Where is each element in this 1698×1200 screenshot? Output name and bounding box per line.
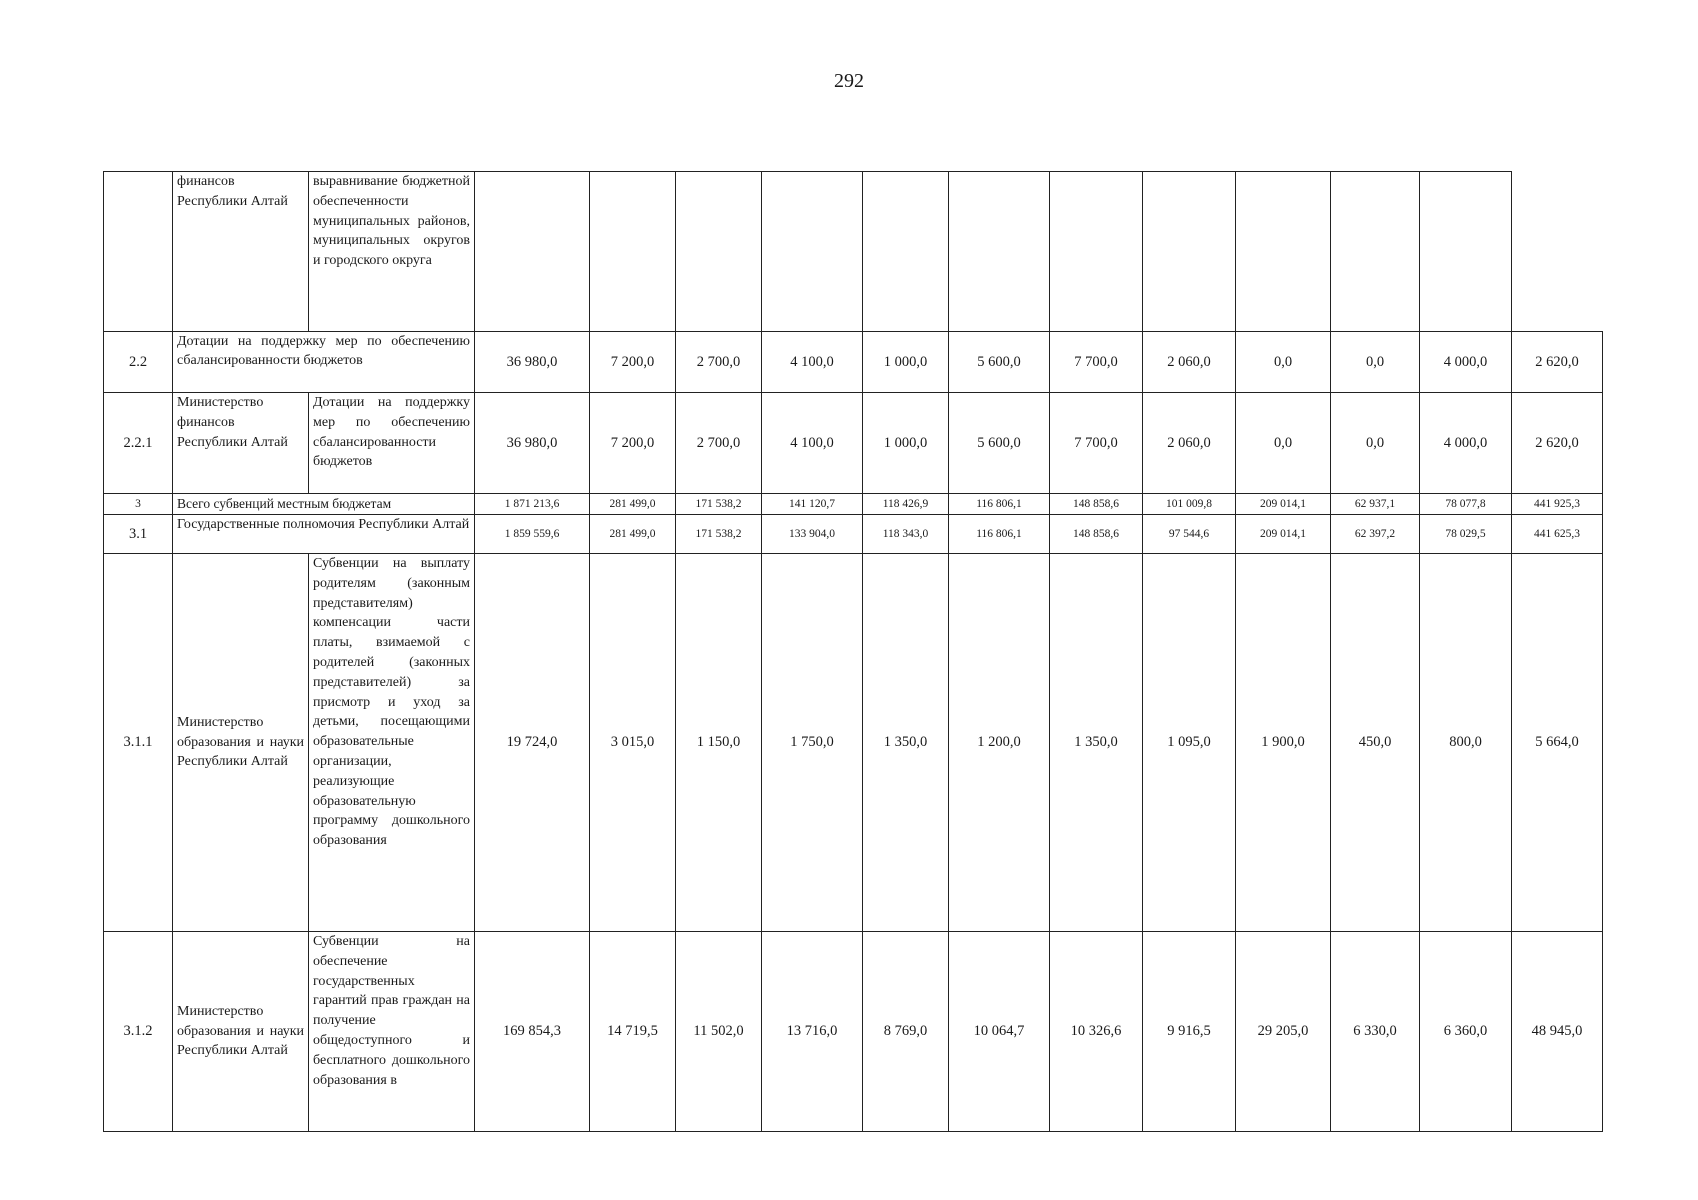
value-cell xyxy=(762,172,863,332)
value-cell: 36 980,0 xyxy=(475,393,590,494)
value-cell: 7 700,0 xyxy=(1050,332,1143,393)
organization-cell: Министерство образования и науки Республики Алтай xyxy=(173,554,309,932)
value-cell: 441 625,3 xyxy=(1512,515,1603,554)
value-cell: 171 538,2 xyxy=(676,494,762,515)
table-body xyxy=(104,172,1603,1132)
value-cell: 4 000,0 xyxy=(1420,332,1512,393)
value-cell: 1 000,0 xyxy=(863,393,949,494)
value-cell xyxy=(863,172,949,332)
span-text-cell: Государственные полномочия Республики Алтай xyxy=(173,515,475,554)
row-number: 3.1.1 xyxy=(104,554,173,932)
value-cell: 169 854,3 xyxy=(475,932,590,1132)
value-cell: 4 100,0 xyxy=(762,332,863,393)
budget-table xyxy=(103,171,1603,1132)
value-cell: 14 719,5 xyxy=(590,932,676,1132)
value-cell: 5 600,0 xyxy=(949,393,1050,494)
value-cell: 0,0 xyxy=(1236,393,1331,494)
row-number: 3.1 xyxy=(104,515,173,554)
row-number: 2.2 xyxy=(104,332,173,393)
value-cell: 2 700,0 xyxy=(676,393,762,494)
value-cell xyxy=(1331,172,1420,332)
value-cell: 1 000,0 xyxy=(863,332,949,393)
value-cell: 116 806,1 xyxy=(949,494,1050,515)
value-cell: 101 009,8 xyxy=(1143,494,1236,515)
value-cell: 29 205,0 xyxy=(1236,932,1331,1132)
value-cell: 441 925,3 xyxy=(1512,494,1603,515)
value-cell: 1 871 213,6 xyxy=(475,494,590,515)
value-cell xyxy=(1236,172,1331,332)
value-cell: 3 015,0 xyxy=(590,554,676,932)
value-cell: 7 200,0 xyxy=(590,393,676,494)
value-cell: 281 499,0 xyxy=(590,494,676,515)
span-text-cell: Всего субвенций местным бюджетам xyxy=(173,494,475,515)
description-cell: Субвенции на обеспечение государственных гарантий прав граждан на получение общедоступного и бесплатного дошкольного образования в xyxy=(309,932,475,1132)
value-cell: 1 095,0 xyxy=(1143,554,1236,932)
page-number: 292 xyxy=(834,70,864,92)
value-cell xyxy=(1050,172,1143,332)
value-cell: 4 100,0 xyxy=(762,393,863,494)
value-cell: 6 360,0 xyxy=(1420,932,1512,1132)
organization-cell: финансов Республики Алтай xyxy=(173,172,309,332)
description-cell: выравнивание бюджетной обеспеченности муниципальных районов, муниципальных округов и городского округа xyxy=(309,172,475,332)
value-cell: 10 326,6 xyxy=(1050,932,1143,1132)
value-cell: 116 806,1 xyxy=(949,515,1050,554)
table-row xyxy=(104,393,1603,494)
organization-cell: Министерство финансов Республики Алтай xyxy=(173,393,309,494)
row-number xyxy=(104,172,173,332)
table-row xyxy=(104,554,1603,932)
description-cell: Субвенции на выплату родителям (законным представителям) компенсации части платы, взимаемой с родителей (законных представителей) за присмотр и уход за детьми, посещающими образовательные организации, реализующие образовательную программу дошкольного образования xyxy=(309,554,475,932)
value-cell: 1 200,0 xyxy=(949,554,1050,932)
value-cell: 4 000,0 xyxy=(1420,393,1512,494)
value-cell: 2 620,0 xyxy=(1512,393,1603,494)
value-cell: 7 700,0 xyxy=(1050,393,1143,494)
row-number: 3.1.2 xyxy=(104,932,173,1132)
value-cell: 0,0 xyxy=(1236,332,1331,393)
span-text-cell: Дотации на поддержку мер по обеспечению сбалансированности бюджетов xyxy=(173,332,475,393)
value-cell: 0,0 xyxy=(1331,332,1420,393)
value-cell: 9 916,5 xyxy=(1143,932,1236,1132)
value-cell: 118 426,9 xyxy=(863,494,949,515)
table-row xyxy=(104,172,1603,332)
value-cell: 7 200,0 xyxy=(590,332,676,393)
value-cell: 8 769,0 xyxy=(863,932,949,1132)
table-row xyxy=(104,494,1603,515)
description-cell: Дотации на поддержку мер по обеспечению сбалансированности бюджетов xyxy=(309,393,475,494)
value-cell: 0,0 xyxy=(1331,393,1420,494)
value-cell: 19 724,0 xyxy=(475,554,590,932)
value-cell xyxy=(949,172,1050,332)
value-cell: 118 343,0 xyxy=(863,515,949,554)
row-number: 3 xyxy=(104,494,173,515)
value-cell: 1 350,0 xyxy=(1050,554,1143,932)
value-cell: 209 014,1 xyxy=(1236,494,1331,515)
value-cell: 141 120,7 xyxy=(762,494,863,515)
value-cell: 171 538,2 xyxy=(676,515,762,554)
value-cell: 1 750,0 xyxy=(762,554,863,932)
value-cell xyxy=(1420,172,1512,332)
value-cell: 2 060,0 xyxy=(1143,332,1236,393)
value-cell: 2 060,0 xyxy=(1143,393,1236,494)
table-row xyxy=(104,932,1603,1132)
row-number: 2.2.1 xyxy=(104,393,173,494)
value-cell: 281 499,0 xyxy=(590,515,676,554)
value-cell: 62 397,2 xyxy=(1331,515,1420,554)
value-cell: 148 858,6 xyxy=(1050,494,1143,515)
value-cell xyxy=(475,172,590,332)
table-row xyxy=(104,332,1603,393)
value-cell: 6 330,0 xyxy=(1331,932,1420,1132)
value-cell: 800,0 xyxy=(1420,554,1512,932)
value-cell: 1 150,0 xyxy=(676,554,762,932)
value-cell: 62 937,1 xyxy=(1331,494,1420,515)
value-cell: 78 077,8 xyxy=(1420,494,1512,515)
value-cell: 2 620,0 xyxy=(1512,332,1603,393)
table-row xyxy=(104,515,1603,554)
value-cell: 5 664,0 xyxy=(1512,554,1603,932)
organization-cell: Министерство образования и науки Республики Алтай xyxy=(173,932,309,1132)
value-cell xyxy=(676,172,762,332)
value-cell: 209 014,1 xyxy=(1236,515,1331,554)
value-cell: 2 700,0 xyxy=(676,332,762,393)
value-cell: 10 064,7 xyxy=(949,932,1050,1132)
value-cell: 5 600,0 xyxy=(949,332,1050,393)
value-cell: 1 350,0 xyxy=(863,554,949,932)
value-cell: 11 502,0 xyxy=(676,932,762,1132)
value-cell: 133 904,0 xyxy=(762,515,863,554)
value-cell xyxy=(590,172,676,332)
value-cell: 78 029,5 xyxy=(1420,515,1512,554)
value-cell: 36 980,0 xyxy=(475,332,590,393)
value-cell: 148 858,6 xyxy=(1050,515,1143,554)
value-cell xyxy=(1143,172,1236,332)
value-cell: 1 859 559,6 xyxy=(475,515,590,554)
value-cell: 97 544,6 xyxy=(1143,515,1236,554)
value-cell: 13 716,0 xyxy=(762,932,863,1132)
value-cell: 450,0 xyxy=(1331,554,1420,932)
value-cell: 1 900,0 xyxy=(1236,554,1331,932)
value-cell: 48 945,0 xyxy=(1512,932,1603,1132)
